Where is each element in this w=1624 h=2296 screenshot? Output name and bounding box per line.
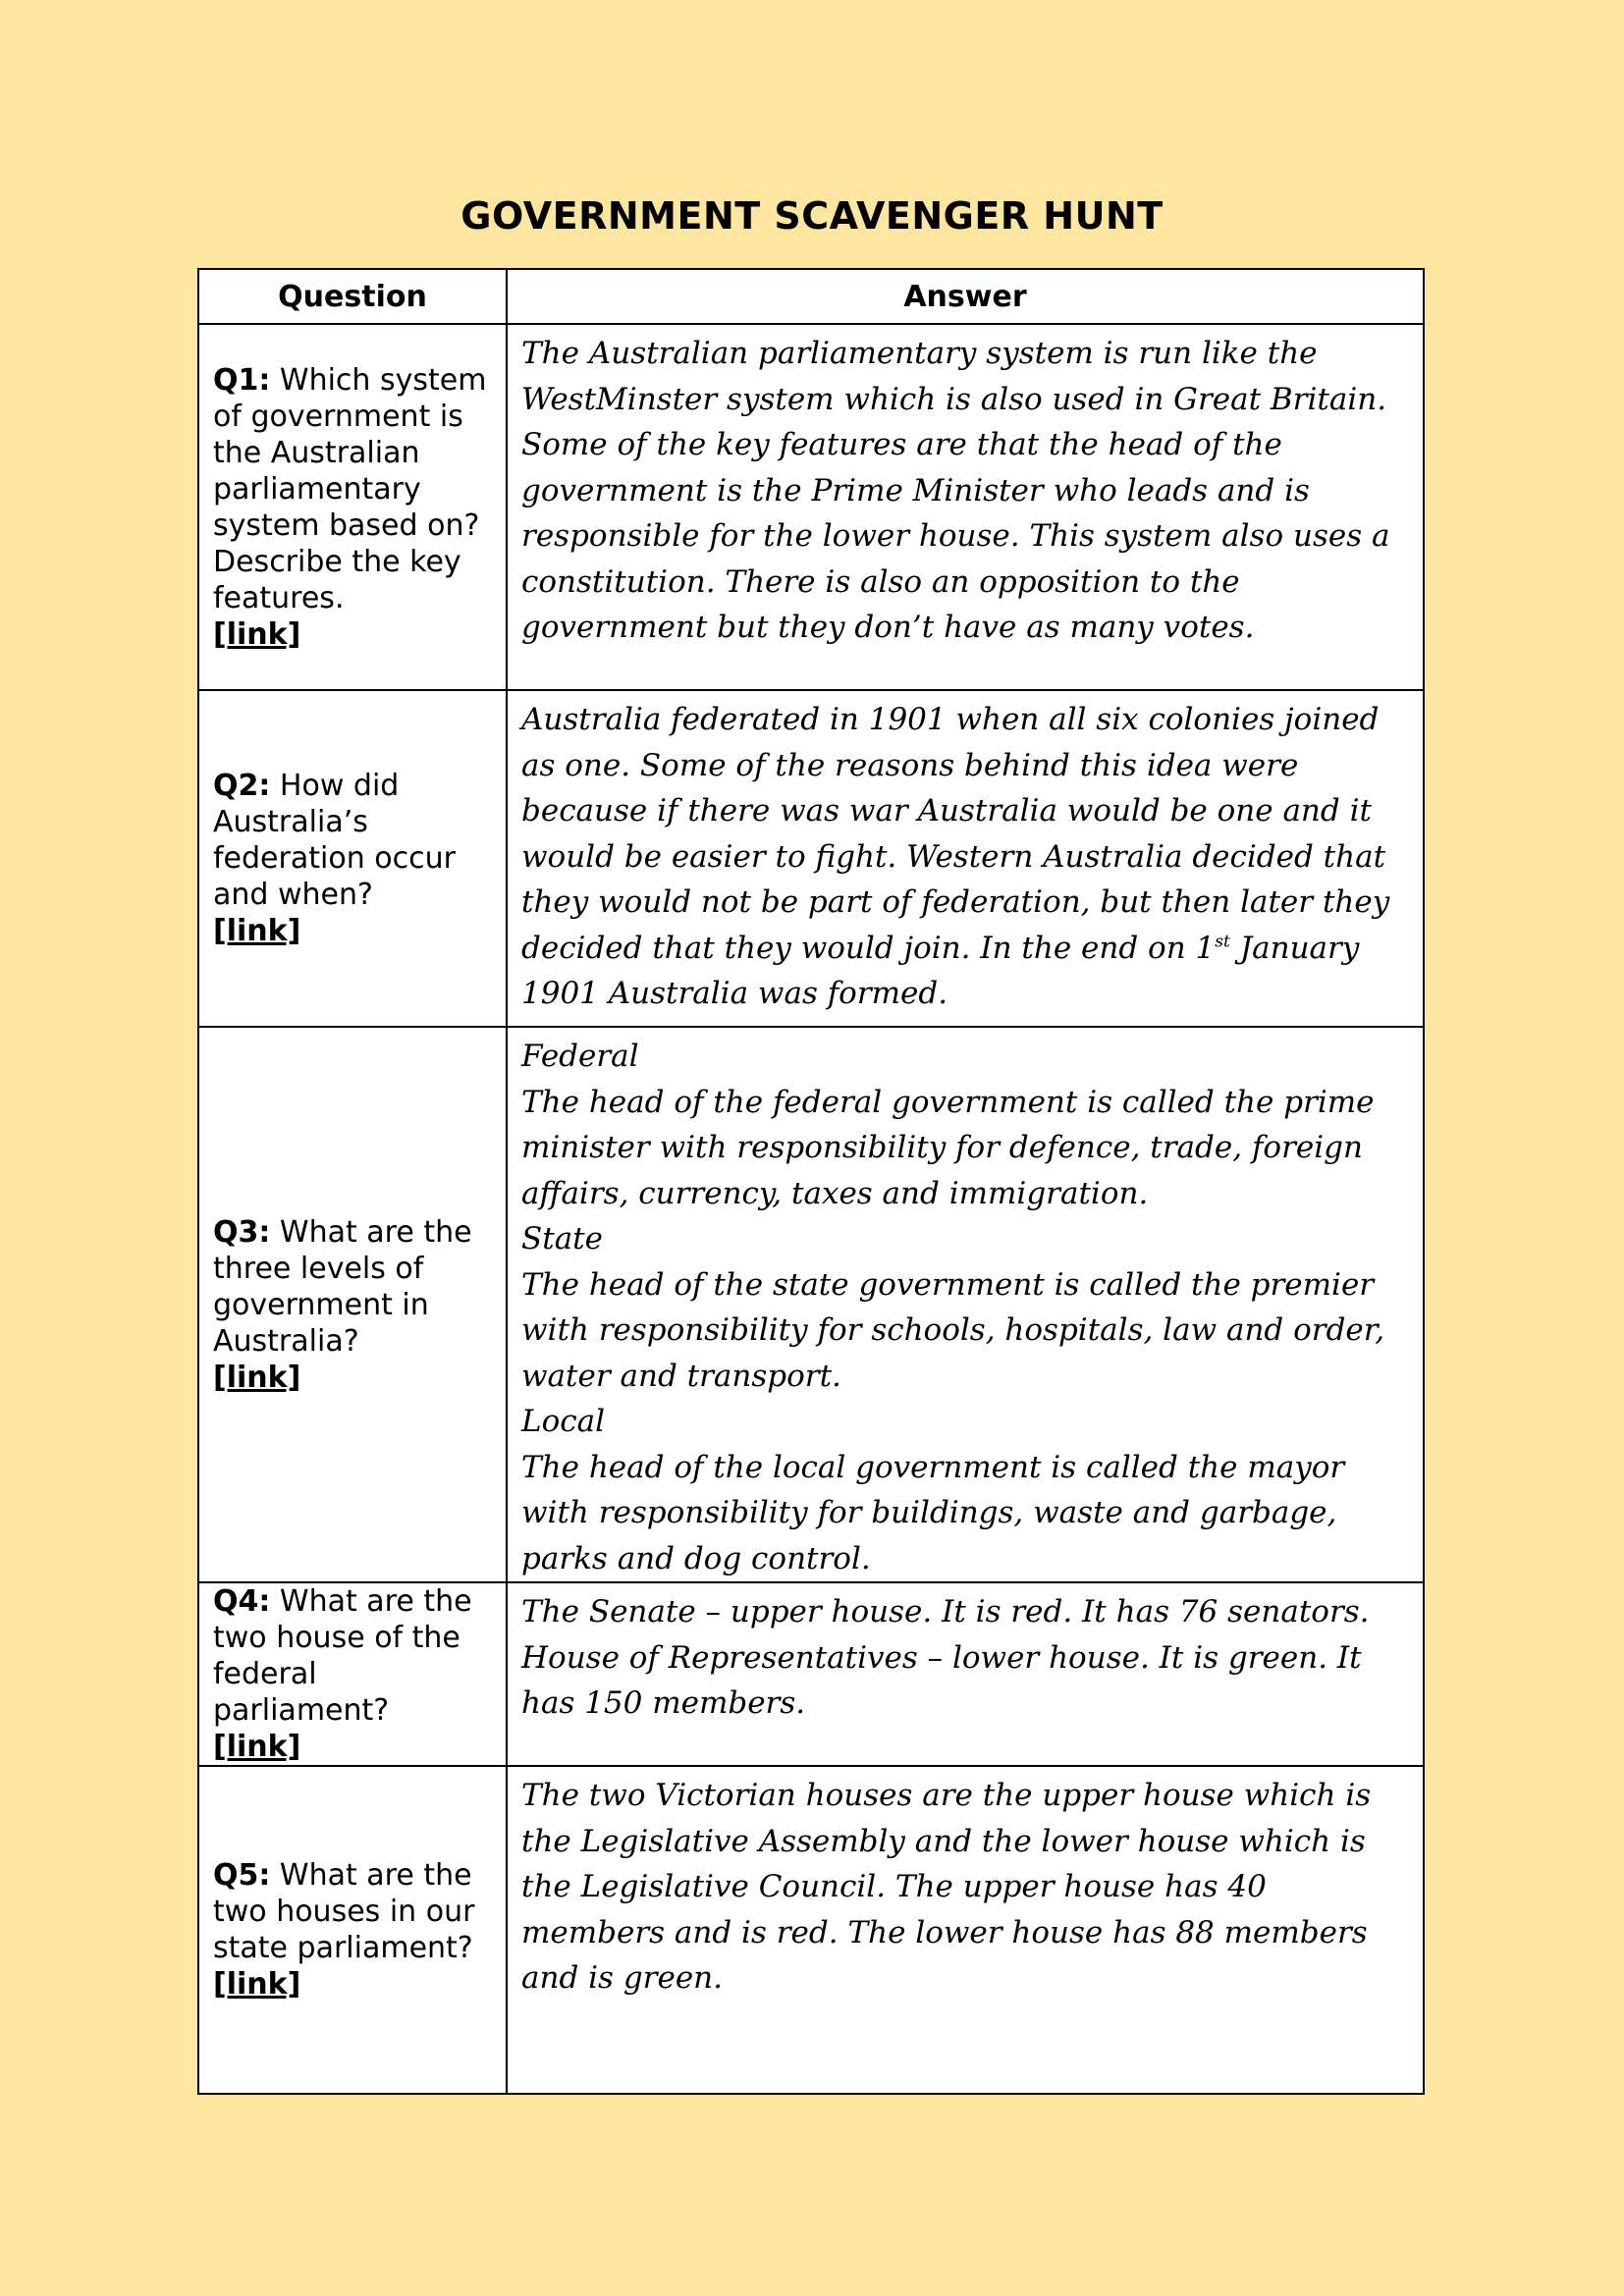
question-text: What are the three levels of government in Australia? <box>213 1214 472 1359</box>
question-number: Q1: <box>213 362 271 398</box>
table-row <box>198 324 1424 690</box>
answer-cell <box>507 1582 1424 1766</box>
question-link[interactable]: [link] <box>213 914 301 948</box>
level-heading-federal: Federal <box>521 1039 639 1074</box>
level-description-state: The head of the state government is called the premier with responsibility for schools, hospitals, law and order, water and transport. <box>521 1266 1385 1394</box>
table-row <box>198 1582 1424 1766</box>
answer-text: The two Victorian houses are the upper house which is the Legislative Assembly and the lower house which is the Legislative Council. The upper house has 40 members and is red. The lower house has 88 members and is green. <box>521 1778 1372 1996</box>
page-title: GOVERNMENT SCAVENGER HUNT <box>460 194 1164 238</box>
ordinal-suffix: st <box>1215 932 1230 952</box>
question-text: What are the two house of the federal parliament? <box>213 1584 472 1728</box>
question-link[interactable]: [link] <box>213 1360 301 1395</box>
header-row <box>198 269 1424 324</box>
question-link[interactable]: [link] <box>213 1967 301 2002</box>
answer-text-part: January 1901 Australia was formed. <box>521 930 1360 1011</box>
table-row <box>198 1766 1424 2094</box>
question-cell <box>198 1027 507 1582</box>
answer-column-header: Answer <box>507 269 1424 324</box>
answer-cell <box>507 324 1424 690</box>
question-text: How did Australia’s federation occur and when? <box>213 769 456 912</box>
question-column-header: Question <box>198 269 507 324</box>
answer-cell <box>507 1027 1424 1582</box>
answer-cell <box>507 690 1424 1027</box>
scavenger-hunt-table <box>197 268 1425 2095</box>
question-cell <box>198 690 507 1027</box>
question-link[interactable]: [link] <box>213 1730 301 1764</box>
representatives-answer-line: House of Representatives – lower house. It is green. It has 150 members. <box>521 1639 1362 1721</box>
answer-cell <box>507 1766 1424 2094</box>
question-number: Q3: <box>213 1214 271 1250</box>
answer-text-part: Australia federated in 1901 when all six colonies joined as one. Some of the reasons behind this idea were because if there was war Australia would be one and it would be easier to fight. Western Australia decided that they would not be part of federation, but then later they decided that they would join. In the end on 1 <box>521 702 1390 966</box>
table-row <box>198 1027 1424 1582</box>
table-row <box>198 690 1424 1027</box>
answer-text: The Australian parliamentary system is run like the WestMinster system which is also used in Great Britain. Some of the key features are that the head of the government is the Prime Minister who leads and is responsible for the lower house. This system also uses a constitution. There is also an opposition to the government but they don’t have as many votes. <box>521 336 1390 645</box>
level-heading-state: State <box>521 1221 603 1256</box>
question-link[interactable]: [link] <box>213 616 301 652</box>
question-text: Which system of government is the Australian parliamentary system based on? Describe the key features. <box>213 362 487 615</box>
question-cell <box>198 324 507 690</box>
question-number: Q4: <box>213 1584 271 1619</box>
question-number: Q5: <box>213 1858 271 1893</box>
question-cell <box>198 1766 507 2094</box>
answer-text <box>521 697 1413 1017</box>
level-heading-local: Local <box>521 1404 606 1439</box>
question-number: Q2: <box>213 769 271 803</box>
level-description-federal: The head of the federal government is called the prime minister with responsibility for defence, trade, foreign affairs, currency, taxes and immigration. <box>521 1084 1375 1211</box>
senate-answer-line: The Senate – upper house. It is red. It has 76 senators. <box>521 1594 1370 1629</box>
question-cell <box>198 1582 507 1766</box>
level-description-local: The head of the local government is called the mayor with responsibility for buildings, waste and garbage, parks and dog control. <box>521 1449 1345 1576</box>
question-text: What are the two houses in our state parliament? <box>213 1858 475 1965</box>
